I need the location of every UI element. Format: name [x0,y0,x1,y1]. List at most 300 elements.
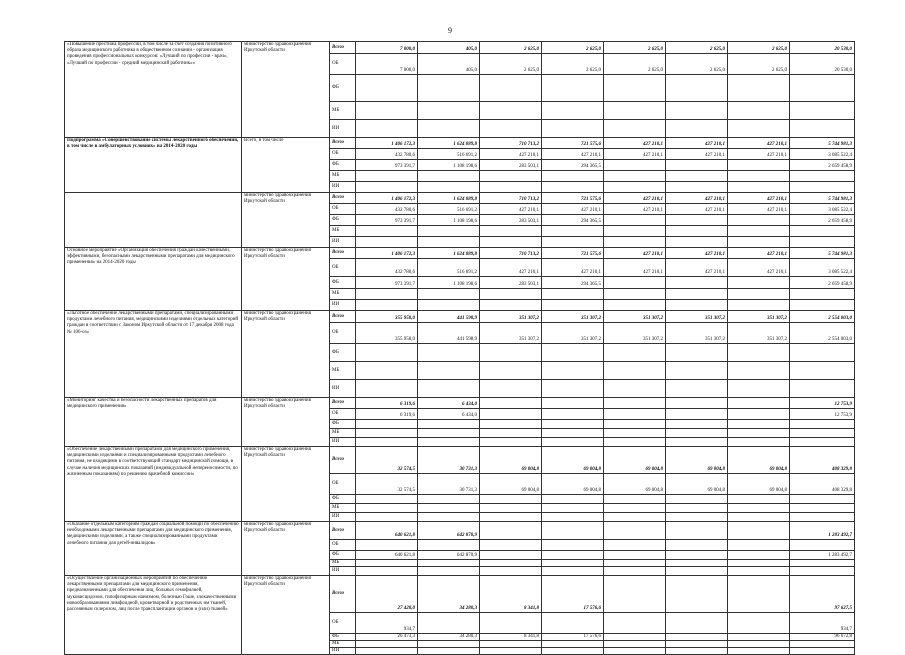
year-value-cell: 27 428,0 [356,576,418,613]
funding-source: МБ [330,171,356,182]
total-cell [790,237,855,248]
year-value-cell [480,171,542,182]
year-value-cell [480,567,542,576]
year-value-cell [728,160,790,171]
year-value-cell [728,182,790,193]
table-row [65,248,855,259]
total-cell: 5 744 981,3 [790,248,855,259]
year-value-cell [480,380,542,398]
year-value-cell: 427 210,1 [728,259,790,277]
year-value-cell [666,504,728,513]
year-value-cell: 1 624 889,8 [418,248,480,259]
year-value-cell [604,648,666,655]
year-value-cell [356,380,418,398]
year-value-cell [666,237,728,248]
funding-source: МБ [330,504,356,513]
year-value-cell: 427 210,1 [480,149,542,160]
year-value-cell [356,102,418,120]
year-value-cell [480,237,542,248]
year-value-cell: 721 575,6 [542,138,604,149]
total-cell [790,289,855,300]
year-value-cell [356,362,418,380]
year-value-cell: 283 503,1 [480,277,542,289]
total-cell: 20 530,0 [790,42,855,54]
year-value-cell [418,438,480,447]
year-value-cell [418,380,480,398]
funding-source: ИИ [330,438,356,447]
year-value-cell [356,300,418,311]
total-cell: 2 554 003,0 [790,311,855,323]
year-value-cell: 427 210,1 [480,204,542,215]
year-value-cell: 8 341,8 [480,576,542,613]
year-value-cell [728,380,790,398]
year-value-cell [418,344,480,362]
year-value-cell: 973 391,7 [356,215,418,226]
year-value-cell [480,504,542,513]
year-value-cell [542,409,604,420]
year-value-cell [542,504,604,513]
year-value-cell [480,226,542,237]
year-value-cell [418,420,480,429]
funding-source: Всего [330,138,356,149]
funding-source: ИИ [330,182,356,193]
year-value-cell [666,560,728,567]
total-cell [790,567,855,576]
year-value-cell [666,567,728,576]
year-value-cell: 351 307,2 [728,323,790,344]
year-value-cell: 427 210,1 [666,248,728,259]
year-value-cell [728,226,790,237]
total-cell [790,120,855,138]
year-value-cell: 6 319,6 [356,398,418,409]
funding-source: Всего [330,398,356,409]
total-cell [790,420,855,429]
year-value-cell: 642 870,9 [418,551,480,560]
year-value-cell [666,120,728,138]
year-value-cell [604,504,666,513]
total-cell: 96 672,8 [790,634,855,641]
year-value-cell [542,226,604,237]
table-row [65,447,855,474]
total-cell [790,513,855,522]
year-value-cell [480,551,542,560]
total-cell: 3 085 522,4 [790,149,855,160]
funding-source: МБ [330,289,356,300]
year-value-cell: 427 210,1 [666,259,728,277]
funding-source: ОБ [330,149,356,160]
year-value-cell [728,102,790,120]
year-value-cell [728,362,790,380]
total-cell [790,75,855,102]
year-value-cell [480,495,542,504]
year-value-cell [480,429,542,438]
year-value-cell: 432 780,6 [356,259,418,277]
year-value-cell [480,289,542,300]
year-value-cell: 1 406 172,3 [356,193,418,204]
year-value-cell [728,171,790,182]
year-value-cell [480,344,542,362]
year-value-cell [666,438,728,447]
year-value-cell [542,522,604,540]
funding-source: ОБ [330,409,356,420]
year-value-cell [604,513,666,522]
year-value-cell [542,540,604,551]
year-value-cell [728,495,790,504]
table-row [65,311,855,323]
year-value-cell [542,495,604,504]
year-value-cell [666,398,728,409]
year-value-cell [542,438,604,447]
year-value-cell [542,300,604,311]
year-value-cell [356,171,418,182]
year-value-cell: 351 307,2 [666,323,728,344]
year-value-cell: 69 004,8 [542,474,604,495]
funding-source: ИИ [330,567,356,576]
total-cell [790,226,855,237]
total-cell [790,648,855,655]
year-value-cell [666,522,728,540]
funding-source: ОБ [330,323,356,344]
budget-table [64,41,855,655]
year-value-cell: 516 691,2 [418,259,480,277]
year-value-cell: 34 280,3 [418,634,480,641]
year-value-cell: 294 365,5 [542,277,604,289]
year-value-cell [542,171,604,182]
year-value-cell [728,120,790,138]
table-row [65,522,855,540]
year-value-cell [728,648,790,655]
year-value-cell [542,641,604,648]
year-value-cell: 427 210,1 [728,149,790,160]
year-value-cell: 432 780,6 [356,149,418,160]
year-value-cell [604,567,666,576]
year-value-cell [666,362,728,380]
funding-source: ФБ [330,551,356,560]
year-value-cell: 973 391,7 [356,160,418,171]
year-value-cell [480,409,542,420]
year-value-cell [728,420,790,429]
year-value-cell: 1 624 889,8 [418,138,480,149]
year-value-cell: 1 624 889,8 [418,193,480,204]
year-value-cell: 69 004,8 [666,447,728,474]
table-row [65,576,855,613]
year-value-cell [604,237,666,248]
funding-source: Всего [330,248,356,259]
year-value-cell [418,75,480,102]
year-value-cell [604,120,666,138]
funding-source: ОБ [330,204,356,215]
year-value-cell: 2 625,0 [604,54,666,75]
measure-name [65,193,242,248]
year-value-cell [666,495,728,504]
year-value-cell: 351 307,2 [604,311,666,323]
year-value-cell [356,429,418,438]
year-value-cell [542,420,604,429]
year-value-cell [418,300,480,311]
year-value-cell [604,522,666,540]
executor-name: министерство здравоохранения Иркутской области [242,248,330,311]
total-cell: 1 283 492,7 [790,522,855,540]
year-value-cell [728,613,790,634]
year-value-cell [542,613,604,634]
year-value-cell [356,226,418,237]
year-value-cell [604,560,666,567]
year-value-cell: 351 307,2 [666,311,728,323]
year-value-cell: 69 004,8 [480,447,542,474]
year-value-cell [542,551,604,560]
year-value-cell [418,171,480,182]
year-value-cell [542,289,604,300]
year-value-cell [666,540,728,551]
year-value-cell [728,429,790,438]
year-value-cell [604,641,666,648]
year-value-cell: 32 574,5 [356,474,418,495]
funding-source: Всего [330,576,356,613]
year-value-cell: 17 576,6 [542,576,604,613]
year-value-cell [356,504,418,513]
executor-name: министерство здравоохранения Иркутской области [242,522,330,576]
year-value-cell: 427 210,1 [728,138,790,149]
page-number: 9 [448,26,452,35]
year-value-cell [542,429,604,438]
year-value-cell [480,438,542,447]
year-value-cell [604,429,666,438]
year-value-cell: 934,7 [356,613,418,634]
year-value-cell [356,75,418,102]
total-cell [790,344,855,362]
year-value-cell: 1 108 198,6 [418,160,480,171]
year-value-cell [542,560,604,567]
year-value-cell: 1 108 198,6 [418,215,480,226]
year-value-cell [418,641,480,648]
year-value-cell [728,634,790,641]
funding-source: ИИ [330,380,356,398]
total-cell [790,560,855,567]
year-value-cell [480,613,542,634]
year-value-cell [542,380,604,398]
year-value-cell [728,540,790,551]
year-value-cell [480,540,542,551]
year-value-cell: 427 210,1 [604,259,666,277]
year-value-cell [356,567,418,576]
executor-name: министерство здравоохранения Иркутской области [242,42,330,138]
year-value-cell [604,420,666,429]
year-value-cell: 710 713,2 [480,193,542,204]
funding-source: ФБ [330,634,356,641]
year-value-cell [604,551,666,560]
year-value-cell [418,504,480,513]
total-cell [790,495,855,504]
total-cell: 2 659 458,9 [790,160,855,171]
year-value-cell [728,438,790,447]
table-row [65,138,855,149]
year-value-cell: 427 210,1 [728,193,790,204]
total-cell: 934,7 [790,613,855,634]
year-value-cell: 432 780,6 [356,204,418,215]
table-row [65,42,855,54]
year-value-cell [728,398,790,409]
year-value-cell [728,560,790,567]
year-value-cell: 7 000,0 [356,54,418,75]
year-value-cell: 710 713,2 [480,138,542,149]
year-value-cell: 1 406 172,3 [356,138,418,149]
year-value-cell: 26 473,3 [356,634,418,641]
year-value-cell: 6 434,0 [418,409,480,420]
year-value-cell [604,380,666,398]
year-value-cell [728,277,790,289]
executor-name: министерство здравоохранения Иркутской области [242,576,330,655]
year-value-cell: 351 307,2 [480,311,542,323]
funding-source: ФБ [330,277,356,289]
year-value-cell: 30 731,3 [418,474,480,495]
year-value-cell [356,237,418,248]
year-value-cell [666,641,728,648]
year-value-cell [666,215,728,226]
year-value-cell [666,289,728,300]
funding-source: ФБ [330,420,356,429]
total-cell: 3 085 522,4 [790,259,855,277]
funding-source: МБ [330,641,356,648]
year-value-cell: 7 000,0 [356,42,418,54]
year-value-cell [666,576,728,613]
year-value-cell [356,495,418,504]
year-value-cell [418,362,480,380]
funding-source: ОБ [330,540,356,551]
year-value-cell [728,344,790,362]
year-value-cell: 283 503,1 [480,160,542,171]
funding-source: Всего [330,311,356,323]
year-value-cell [542,182,604,193]
year-value-cell [480,102,542,120]
funding-source: ФБ [330,75,356,102]
year-value-cell [356,182,418,193]
total-cell: 408 329,8 [790,447,855,474]
funding-source: ОБ [330,474,356,495]
year-value-cell [728,300,790,311]
year-value-cell: 2 625,0 [542,54,604,75]
measure-name: «Обеспечение лекарственными препаратами для медицинского применения, медицинскими изделиями и специализированными продуктами лечебного питания, не входящими в соответствующий стандарт медицинской помощи, в случае наличия медицинских показаний (индивидуальной непереносимости, по жизненным показаниям) по решению врачебной комиссии» [65,447,242,522]
year-value-cell: 516 691,2 [418,149,480,160]
funding-source: МБ [330,102,356,120]
total-cell: 408 329,8 [790,474,855,495]
year-value-cell [728,576,790,613]
year-value-cell [604,409,666,420]
total-cell: 2 659 458,9 [790,215,855,226]
funding-source: ОБ [330,259,356,277]
year-value-cell [542,120,604,138]
year-value-cell: 351 307,2 [480,323,542,344]
year-value-cell [542,344,604,362]
year-value-cell [604,182,666,193]
year-value-cell [604,277,666,289]
year-value-cell: 2 625,0 [480,54,542,75]
year-value-cell: 2 625,0 [666,42,728,54]
year-value-cell [666,420,728,429]
year-value-cell [356,648,418,655]
funding-source: МБ [330,429,356,438]
executor-name: министерство здравоохранения Иркутской области [242,193,330,248]
year-value-cell: 427 210,1 [728,248,790,259]
year-value-cell [418,567,480,576]
year-value-cell: 34 280,3 [418,576,480,613]
year-value-cell: 710 713,2 [480,248,542,259]
year-value-cell [542,567,604,576]
funding-source: Всего [330,42,356,54]
year-value-cell: 6 319,6 [356,409,418,420]
year-value-cell [604,438,666,447]
year-value-cell [604,289,666,300]
year-value-cell: 721 575,6 [542,193,604,204]
year-value-cell [666,171,728,182]
year-value-cell: 30 731,3 [418,447,480,474]
year-value-cell [356,438,418,447]
year-value-cell [604,160,666,171]
year-value-cell [356,420,418,429]
year-value-cell: 32 574,5 [356,447,418,474]
year-value-cell [666,160,728,171]
year-value-cell [666,551,728,560]
year-value-cell [604,215,666,226]
year-value-cell [356,344,418,362]
year-value-cell: 283 503,1 [480,215,542,226]
year-value-cell: 441 598,9 [418,323,480,344]
year-value-cell: 294 365,5 [542,215,604,226]
year-value-cell [666,226,728,237]
year-value-cell [666,102,728,120]
year-value-cell [542,75,604,102]
year-value-cell [604,171,666,182]
year-value-cell [666,634,728,641]
year-value-cell [356,289,418,300]
total-cell [790,380,855,398]
year-value-cell: 427 210,1 [604,149,666,160]
funding-source: ФБ [330,495,356,504]
measure-name: «Повышение престижа профессии, в том числе за счет создания позитивного образа медицинского работника в общественном сознании - организация проведения профессиональных конкурсов: «Лучший по профессии - врач», «Лучший по профессии - средний медицинский работник»» [65,42,242,138]
year-value-cell [728,215,790,226]
year-value-cell [666,648,728,655]
executor-name: Всего, в том числе [242,138,330,193]
executor-name: министерство здравоохранения Иркутской области [242,311,330,398]
total-cell [790,504,855,513]
year-value-cell [604,102,666,120]
year-value-cell: 294 365,5 [542,160,604,171]
total-cell: 3 085 522,4 [790,204,855,215]
executor-name: министерство здравоохранения Иркутской области [242,398,330,447]
year-value-cell [666,429,728,438]
year-value-cell: 427 210,1 [666,193,728,204]
year-value-cell [542,398,604,409]
year-value-cell [604,495,666,504]
year-value-cell [542,648,604,655]
year-value-cell [604,634,666,641]
year-value-cell: 1 108 198,6 [418,277,480,289]
year-value-cell: 6 434,0 [418,398,480,409]
year-value-cell [356,513,418,522]
total-cell [790,540,855,551]
funding-source: Всего [330,522,356,540]
funding-source: ФБ [330,215,356,226]
year-value-cell [666,513,728,522]
year-value-cell [418,540,480,551]
year-value-cell [728,504,790,513]
year-value-cell [480,560,542,567]
total-cell: 2 554 003,0 [790,323,855,344]
year-value-cell [666,344,728,362]
year-value-cell: 640 621,8 [356,522,418,540]
measure-name: «Оказание отдельным категориям граждан социальной помощи по обеспечению необходимыми лекарственными препаратами для медицинского применения, медицинскими изделиями, а также специализированными продуктами лечебного питания для детей-инвалидов» [65,522,242,576]
funding-source: ОБ [330,613,356,634]
year-value-cell: 69 004,8 [542,447,604,474]
